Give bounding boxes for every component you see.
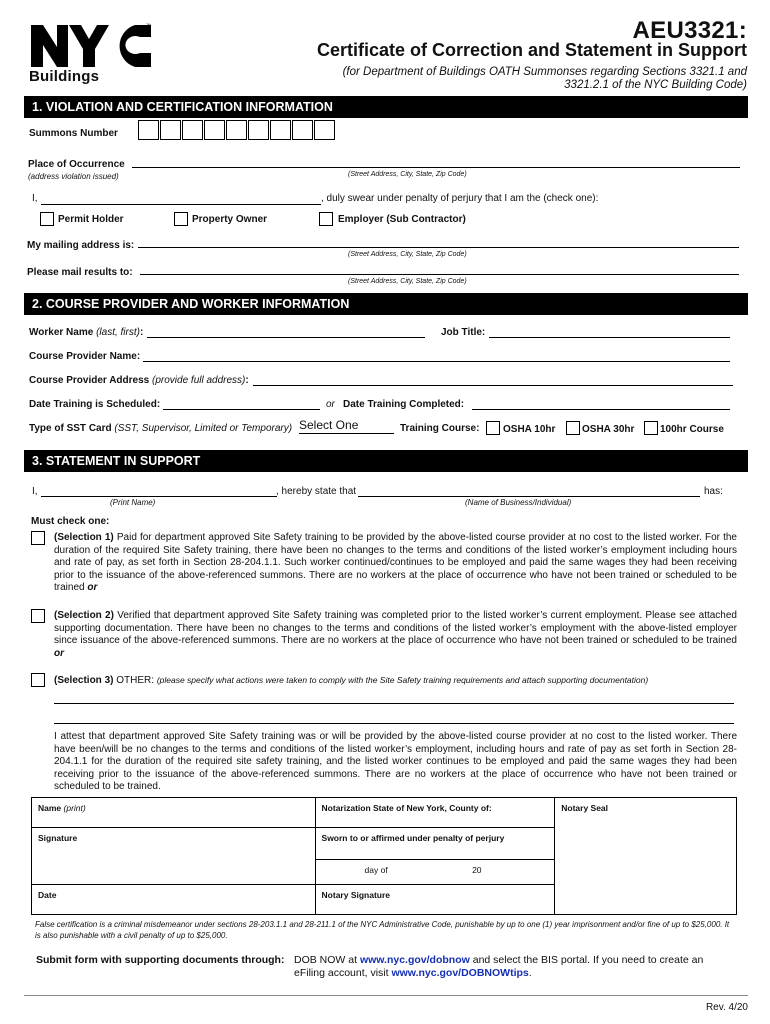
- address-hint: (Street Address, City, State, Zip Code): [348, 251, 467, 258]
- mailing-address-field[interactable]: [138, 247, 739, 248]
- course-provider-address-hint: (provide full address): [152, 375, 246, 386]
- selection-1-body: Paid for department approved Site Safety training to be provided by the above-listed course provider at no cost to the listed worker. For the duration of the required Site Safety training, there have been no changes to the terms and conditions of the listed worker’s employment including hours and rate of pay, as set forth in Section 28-204.1.1. Such worker continued/continues to be employed and paid the same wages they had been receiving prior to the issuance of the above-referenced summons. There are no workers at the place of occurrence who have not been trained or scheduled to be trained: [54, 532, 737, 593]
- business-name-field[interactable]: [358, 496, 700, 497]
- course-provider-name-field[interactable]: [143, 361, 730, 362]
- statement-prefix: I,: [32, 486, 38, 497]
- sworn-cell: [315, 828, 555, 860]
- summons-number-boxes[interactable]: [138, 120, 335, 140]
- or-text: or: [326, 399, 335, 410]
- has-text: has:: [704, 486, 723, 497]
- hereby-text: , hereby state that: [276, 486, 357, 497]
- dobnow-link[interactable]: www.nyc.gov/dobnow: [359, 954, 470, 966]
- osha-30hr-checkbox[interactable]: [566, 421, 580, 435]
- submit-end: .: [528, 967, 532, 979]
- summons-digit-box[interactable]: [314, 120, 335, 140]
- notary-signature-cell[interactable]: [315, 885, 555, 915]
- permit-holder-checkbox[interactable]: [40, 212, 54, 226]
- place-of-occurrence-sublabel: (address violation issued): [28, 172, 119, 181]
- signature-label: Signature: [38, 833, 78, 843]
- summons-digit-box[interactable]: [292, 120, 313, 140]
- property-owner-label: Property Owner: [192, 214, 268, 225]
- course-provider-address-label: Course Provider Address (provide full address):: [29, 375, 249, 386]
- department-name: Buildings: [29, 68, 100, 85]
- worker-name-field[interactable]: [147, 337, 425, 338]
- summons-digit-box[interactable]: [138, 120, 159, 140]
- selection-3-text: [54, 674, 737, 688]
- summons-digit-box[interactable]: [182, 120, 203, 140]
- submit-text-1: DOB NOW at: [294, 954, 358, 966]
- trademark-symbol: ™: [146, 23, 151, 29]
- print-name-field[interactable]: [41, 496, 277, 497]
- attestation-text: I attest that department approved Site Safety training was or will be provided by the above-listed course provider at no cost to the listed worker. There have been/will be no changes to the terms and conditions of the listed worker’s employment, including hours and rate of pay as set forth in Section 28-204.1.1 for the duration of the required site safety training, and the listed worker continues to be employed and paid the same wages they had been receiving prior to the issuance of the above-referenced summons. There are no workers at the place of occurrence who have not been trained or scheduled to be trained.: [54, 731, 737, 792]
- selection-3-other-line-1[interactable]: [54, 703, 734, 704]
- worker-name-label: Worker Name (last, first):: [29, 327, 144, 338]
- notary-signature-label: Notary Signature: [321, 890, 391, 900]
- place-of-occurrence-field[interactable]: [132, 167, 740, 168]
- date-label: Date: [38, 890, 57, 900]
- worker-name-label-text: Worker Name: [29, 327, 94, 338]
- summons-number-label: Summons Number: [29, 128, 118, 139]
- osha-10hr-checkbox[interactable]: [486, 421, 500, 435]
- mail-results-label: Please mail results to:: [27, 267, 133, 278]
- name-label: Name: [38, 803, 62, 813]
- dobnow-tips-link[interactable]: www.nyc.gov/DOBNOWtips: [391, 967, 529, 979]
- selection-2-or: or: [54, 647, 64, 659]
- section2-header: 2. COURSE PROVIDER AND WORKER INFORMATION: [24, 293, 748, 315]
- worker-name-hint: (last, first): [96, 327, 140, 338]
- permit-holder-label: Permit Holder: [58, 214, 124, 225]
- sst-card-select[interactable]: Select One: [299, 418, 394, 434]
- name-print-cell[interactable]: [32, 798, 316, 828]
- course-provider-address-field[interactable]: [253, 385, 733, 386]
- summons-digit-box[interactable]: [270, 120, 291, 140]
- osha-30hr-label: OSHA 30hr: [582, 424, 635, 435]
- date-cell[interactable]: [32, 885, 316, 915]
- must-check-label: Must check one:: [31, 516, 110, 527]
- summons-digit-box[interactable]: [226, 120, 247, 140]
- address-hint: (Street Address, City, State, Zip Code): [348, 171, 467, 178]
- notarization-county-cell[interactable]: [315, 798, 555, 828]
- notary-seal-label: Notary Seal: [561, 803, 609, 813]
- selection-2-text: [54, 610, 737, 660]
- selection-2-body: Verified that department approved Site Safety training was completed prior to the listed worker’s current employment. Please see attached supporting documentation. There have been no changes to the terms and conditions of the listed worker’s employment with the above-listed employer since issuance of the above-referenced summons. There are no workers at the place of occurrence who have not been trained or scheduled to be trained: [54, 610, 737, 646]
- submit-label: Submit form with supporting documents through:: [36, 954, 285, 966]
- print-name-hint: (Print Name): [110, 498, 156, 507]
- name-hint: (print): [63, 803, 86, 813]
- day-of-label: day of: [364, 865, 388, 875]
- notary-seal-cell: [555, 798, 737, 915]
- course-provider-name-label: Course Provider Name:: [29, 351, 141, 362]
- selection-1-text: [54, 532, 737, 595]
- selection-2-title: (Selection 2): [54, 610, 114, 621]
- mail-results-field[interactable]: [140, 274, 739, 275]
- job-title-label: Job Title:: [441, 327, 486, 338]
- selection-3-hint: (please specify what actions were taken to comply with the Site Safety training requirements and attach supporting documentation): [156, 675, 649, 685]
- osha-10hr-label: OSHA 10hr: [503, 424, 556, 435]
- job-title-field[interactable]: [489, 337, 730, 338]
- false-certification-notice: False certification is a criminal misdemeanor under sections 28-203.1.1 and 28-211.1 of the NYC Administrative Code, punishable by up to one (1) year imprisonment and/or fine of up to $25,000. It is also punishable with a civil penalty of up to $25,000.: [35, 920, 730, 940]
- sworn-label: Sworn to or affirmed under penalty of perjury: [321, 833, 505, 843]
- sst-card-label-text: Type of SST Card: [29, 423, 112, 434]
- notary-table: [31, 797, 737, 915]
- form-subtitle: (for Department of Buildings OATH Summonses regarding Sections 3321.1 and 3321.2.1 of the NYC Building Code): [342, 66, 747, 91]
- training-course-label: Training Course:: [400, 423, 480, 434]
- mailing-address-label: My mailing address is:: [27, 240, 135, 251]
- selection-2-checkbox[interactable]: [31, 609, 45, 623]
- summons-digit-box[interactable]: [248, 120, 269, 140]
- year-prefix-label: 20: [472, 865, 482, 875]
- selection-3-other-line-2[interactable]: [54, 723, 734, 724]
- revision-label: Rev. 4/20: [705, 1002, 748, 1013]
- sworn-date-cell[interactable]: [315, 860, 555, 885]
- swear-prefix: I,: [32, 193, 38, 204]
- submit-instructions: [294, 954, 734, 980]
- address-hint: (Street Address, City, State, Zip Code): [348, 278, 467, 285]
- 100hr-course-checkbox[interactable]: [644, 421, 658, 435]
- property-owner-checkbox[interactable]: [174, 212, 188, 226]
- summons-digit-box[interactable]: [160, 120, 181, 140]
- selection-1-title: (Selection 1): [54, 532, 114, 543]
- section1-header: 1. VIOLATION AND CERTIFICATION INFORMATION: [24, 96, 748, 118]
- swear-statement: , duly swear under penalty of perjury that I am the (check one):: [321, 193, 599, 204]
- date-scheduled-label-text: Date Training is Scheduled: [29, 399, 157, 410]
- business-name-hint: (Name of Business/Individual): [465, 498, 572, 507]
- footer-divider: [24, 995, 748, 996]
- date-completed-field[interactable]: [472, 409, 730, 410]
- employer-label: Employer (Sub Contractor): [338, 214, 466, 225]
- place-of-occurrence-label: Place of Occurrence: [28, 159, 125, 170]
- date-scheduled-label: Date Training is Scheduled:: [29, 399, 161, 410]
- notarization-label: Notarization State of New York, County of:: [321, 803, 492, 813]
- selection-3-title: (Selection 3): [54, 675, 114, 686]
- course-provider-address-label-text: Course Provider Address: [29, 375, 150, 386]
- sst-card-hint: (SST, Supervisor, Limited or Temporary): [114, 423, 293, 434]
- form-title: Certificate of Correction and Statement in Support: [316, 40, 747, 60]
- date-scheduled-field[interactable]: [163, 409, 320, 410]
- 100hr-course-label: 100hr Course: [660, 424, 724, 435]
- selection-1-checkbox[interactable]: [31, 531, 45, 545]
- date-completed-label: Date Training Completed:: [343, 399, 465, 410]
- selection-3-label: OTHER:: [116, 675, 155, 686]
- employer-checkbox[interactable]: [319, 212, 333, 226]
- swearer-name-field[interactable]: [41, 204, 321, 205]
- submit-text-2: and select the BIS portal. If you need to create an eFiling account, visit: [294, 954, 704, 979]
- selection-1-or: or: [87, 582, 98, 593]
- sst-card-label: [29, 423, 292, 434]
- section3-header: 3. STATEMENT IN SUPPORT: [24, 450, 748, 472]
- summons-digit-box[interactable]: [204, 120, 225, 140]
- form-number: AEU3321:: [632, 17, 747, 44]
- selection-3-checkbox[interactable]: [31, 673, 45, 687]
- signature-cell[interactable]: [32, 828, 316, 885]
